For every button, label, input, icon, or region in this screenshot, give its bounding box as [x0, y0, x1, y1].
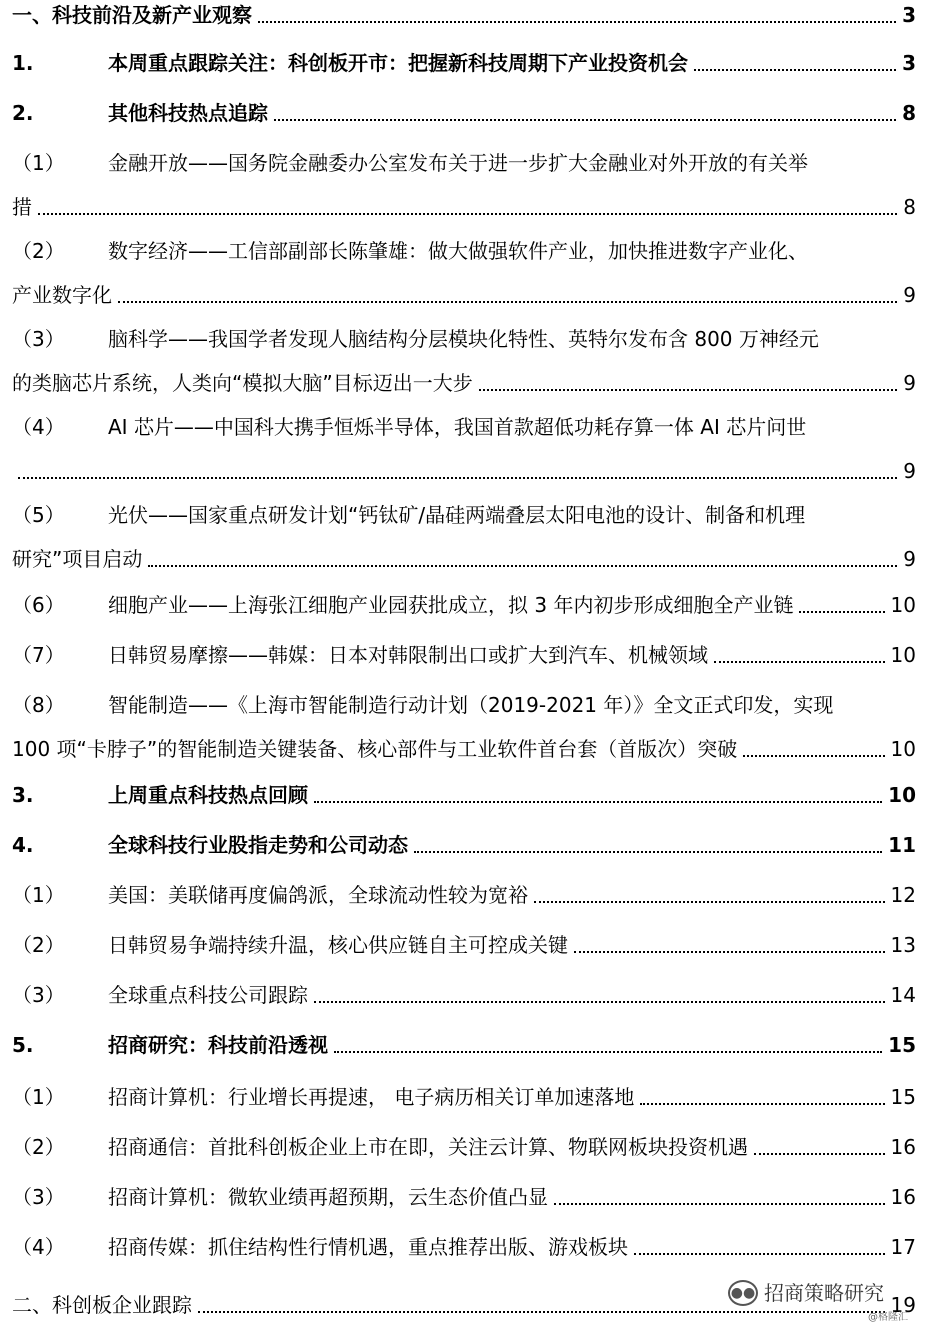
toc-line	[0, 236, 928, 266]
toc-page-number: 3	[902, 3, 916, 27]
toc-title: 100 项“卡脖子”的智能制造关键装备、核心部件与工业软件首台套（首版次）突破	[12, 737, 738, 761]
toc-line	[0, 280, 928, 310]
toc-page-number: 10	[890, 737, 916, 761]
toc-number: （2）	[12, 239, 65, 263]
toc-line	[0, 590, 928, 620]
toc-page-number: 16	[890, 1135, 916, 1159]
toc-number: 2.	[12, 101, 34, 125]
watermark-text: 招商策略研究	[764, 1281, 884, 1305]
toc-line	[0, 1232, 928, 1262]
watermark	[728, 1276, 918, 1323]
toc-leader-dots	[714, 633, 885, 663]
toc-line	[0, 1082, 928, 1112]
toc-title: 日韩贸易摩擦——韩媒：日本对韩限制出口或扩大到汽车、机械领域	[108, 643, 708, 667]
toc-line	[0, 734, 928, 764]
toc-number: （3）	[12, 327, 65, 351]
toc-page-number: 9	[903, 547, 916, 571]
toc-leader-dots	[743, 727, 885, 757]
toc-page-number: 8	[903, 195, 916, 219]
toc-leader-dots	[640, 1075, 885, 1105]
toc-leader-dots	[38, 185, 897, 215]
toc-line	[0, 500, 928, 530]
toc-line	[0, 148, 928, 178]
toc-title: 措	[12, 195, 32, 219]
toc-page-number: 14	[890, 983, 916, 1007]
toc-number: （7）	[12, 643, 65, 667]
toc-page-number: 9	[903, 371, 916, 395]
toc-page-number: 9	[903, 283, 916, 307]
toc-leader-dots	[258, 0, 896, 23]
toc-title: 全球科技行业股指走势和公司动态	[108, 833, 408, 857]
toc-page-number: 15	[888, 1033, 916, 1057]
toc-title: 的类脑芯片系统，人类向“模拟大脑”目标迈出一大步	[12, 371, 473, 395]
toc-line	[0, 980, 928, 1010]
watermark-small-text: @格隆汇	[868, 1312, 908, 1323]
toc-line	[0, 1132, 928, 1162]
toc-leader-dots	[799, 583, 885, 613]
toc-title: 全球重点科技公司跟踪	[108, 983, 308, 1007]
toc-number: （1）	[12, 1085, 65, 1109]
toc-number: （4）	[12, 415, 65, 439]
toc-leader-dots	[534, 873, 885, 903]
toc-line	[0, 1182, 928, 1212]
wechat-icon: ●●	[728, 1280, 758, 1306]
toc-title: 光伏——国家重点研发计划“钙钛矿/晶硅两端叠层太阳电池的设计、制备和机理	[108, 503, 806, 527]
toc-title: 招商通信：首批科创板企业上市在即，关注云计算、物联网板块投资机遇	[108, 1135, 748, 1159]
toc-page-number: 11	[888, 833, 916, 857]
toc-title: 本周重点跟踪关注：科创板开市：把握新科技周期下产业投资机会	[108, 51, 688, 75]
toc-number: 4.	[12, 833, 34, 857]
toc-line	[0, 830, 928, 860]
toc-line	[0, 0, 928, 30]
toc-page-number: 3	[902, 51, 916, 75]
toc-number: （4）	[12, 1235, 65, 1259]
toc-title: 细胞产业——上海张江细胞产业园获批成立，拟 3 年内初步形成细胞全产业链	[108, 593, 794, 617]
toc-page-number: 15	[890, 1085, 916, 1109]
toc-title: 金融开放——国务院金融委办公室发布关于进一步扩大金融业对外开放的有关举	[108, 151, 808, 175]
toc-number: （1）	[12, 151, 65, 175]
toc-number: （8）	[12, 693, 65, 717]
toc-leader-dots	[314, 973, 885, 1003]
toc-page-number: 10	[890, 643, 916, 667]
toc-line	[0, 544, 928, 574]
toc-line	[0, 48, 928, 78]
toc-number: 1.	[12, 51, 34, 75]
toc-title: 日韩贸易争端持续升温，核心供应链自主可控成关键	[108, 933, 568, 957]
toc-leader-dots	[554, 1175, 885, 1205]
toc-title: 智能制造——《上海市智能制造行动计划（2019-2021 年）》全文正式印发，实现	[108, 693, 834, 717]
toc-number: （5）	[12, 503, 65, 527]
toc-leader-dots	[414, 823, 882, 853]
toc-line	[0, 98, 928, 128]
toc-leader-dots	[479, 361, 897, 391]
toc-line	[0, 690, 928, 720]
toc-title: 脑科学——我国学者发现人脑结构分层模块化特性、英特尔发布含 800 万神经元	[108, 327, 819, 351]
toc-line	[0, 780, 928, 810]
toc-leader-dots	[574, 923, 885, 953]
toc-title: 一、科技前沿及新产业观察	[12, 3, 252, 27]
toc-leader-dots	[314, 773, 882, 803]
toc-title: 数字经济——工信部副部长陈肇雄：做大做强软件产业，加快推进数字产业化、	[108, 239, 808, 263]
toc-number: 5.	[12, 1033, 34, 1057]
toc-page-number: 12	[890, 883, 916, 907]
toc-line	[0, 930, 928, 960]
toc-line	[0, 192, 928, 222]
toc-line	[0, 412, 928, 442]
toc-leader-dots	[694, 41, 896, 71]
toc-page-number: 10	[888, 783, 916, 807]
toc-title: 其他科技热点追踪	[108, 101, 268, 125]
toc-page-number: 19	[890, 1293, 916, 1317]
toc-title: AI 芯片——中国科大携手恒烁半导体，我国首款超低功耗存算一体 AI 芯片问世	[108, 415, 807, 439]
toc-title: 美国：美联储再度偏鸽派，全球流动性较为宽裕	[108, 883, 528, 907]
toc-title: 招商研究：科技前沿透视	[108, 1033, 328, 1057]
toc-title: 招商计算机：行业增长再提速， 电子病历相关订单加速落地	[108, 1085, 635, 1109]
toc-leader-dots	[334, 1023, 882, 1053]
toc-leader-dots	[754, 1125, 885, 1155]
toc-number: （2）	[12, 1135, 65, 1159]
toc-page-number: 9	[903, 459, 916, 483]
toc-leader-dots	[18, 449, 897, 479]
toc-number: 3.	[12, 783, 34, 807]
toc-line	[0, 324, 928, 354]
toc-title: 二、科创板企业跟踪	[12, 1293, 192, 1317]
toc-line	[0, 368, 928, 398]
toc-title: 产业数字化	[12, 283, 112, 307]
toc-leader-dots	[274, 91, 896, 121]
toc-number: （1）	[12, 883, 65, 907]
toc-title: 上周重点科技热点回顾	[108, 783, 308, 807]
toc-line	[0, 1030, 928, 1060]
toc-line	[0, 640, 928, 670]
toc-page-number: 8	[902, 101, 916, 125]
toc-leader-dots	[118, 273, 897, 303]
toc-number: （3）	[12, 1185, 65, 1209]
toc-page-number: 10	[890, 593, 916, 617]
toc-line	[0, 880, 928, 910]
toc-title: 研究”项目启动	[12, 547, 143, 571]
toc-title: 招商传媒：抓住结构性行情机遇，重点推荐出版、游戏板块	[108, 1235, 628, 1259]
toc-page-number: 16	[890, 1185, 916, 1209]
toc-title: 招商计算机：微软业绩再超预期，云生态价值凸显	[108, 1185, 548, 1209]
toc-leader-dots	[148, 537, 897, 567]
toc-line	[0, 456, 928, 486]
toc-page-number: 13	[890, 933, 916, 957]
toc-leader-dots	[634, 1225, 885, 1255]
toc-page-number: 17	[890, 1235, 916, 1259]
toc-number: （2）	[12, 933, 65, 957]
toc-number: （6）	[12, 593, 65, 617]
toc-number: （3）	[12, 983, 65, 1007]
